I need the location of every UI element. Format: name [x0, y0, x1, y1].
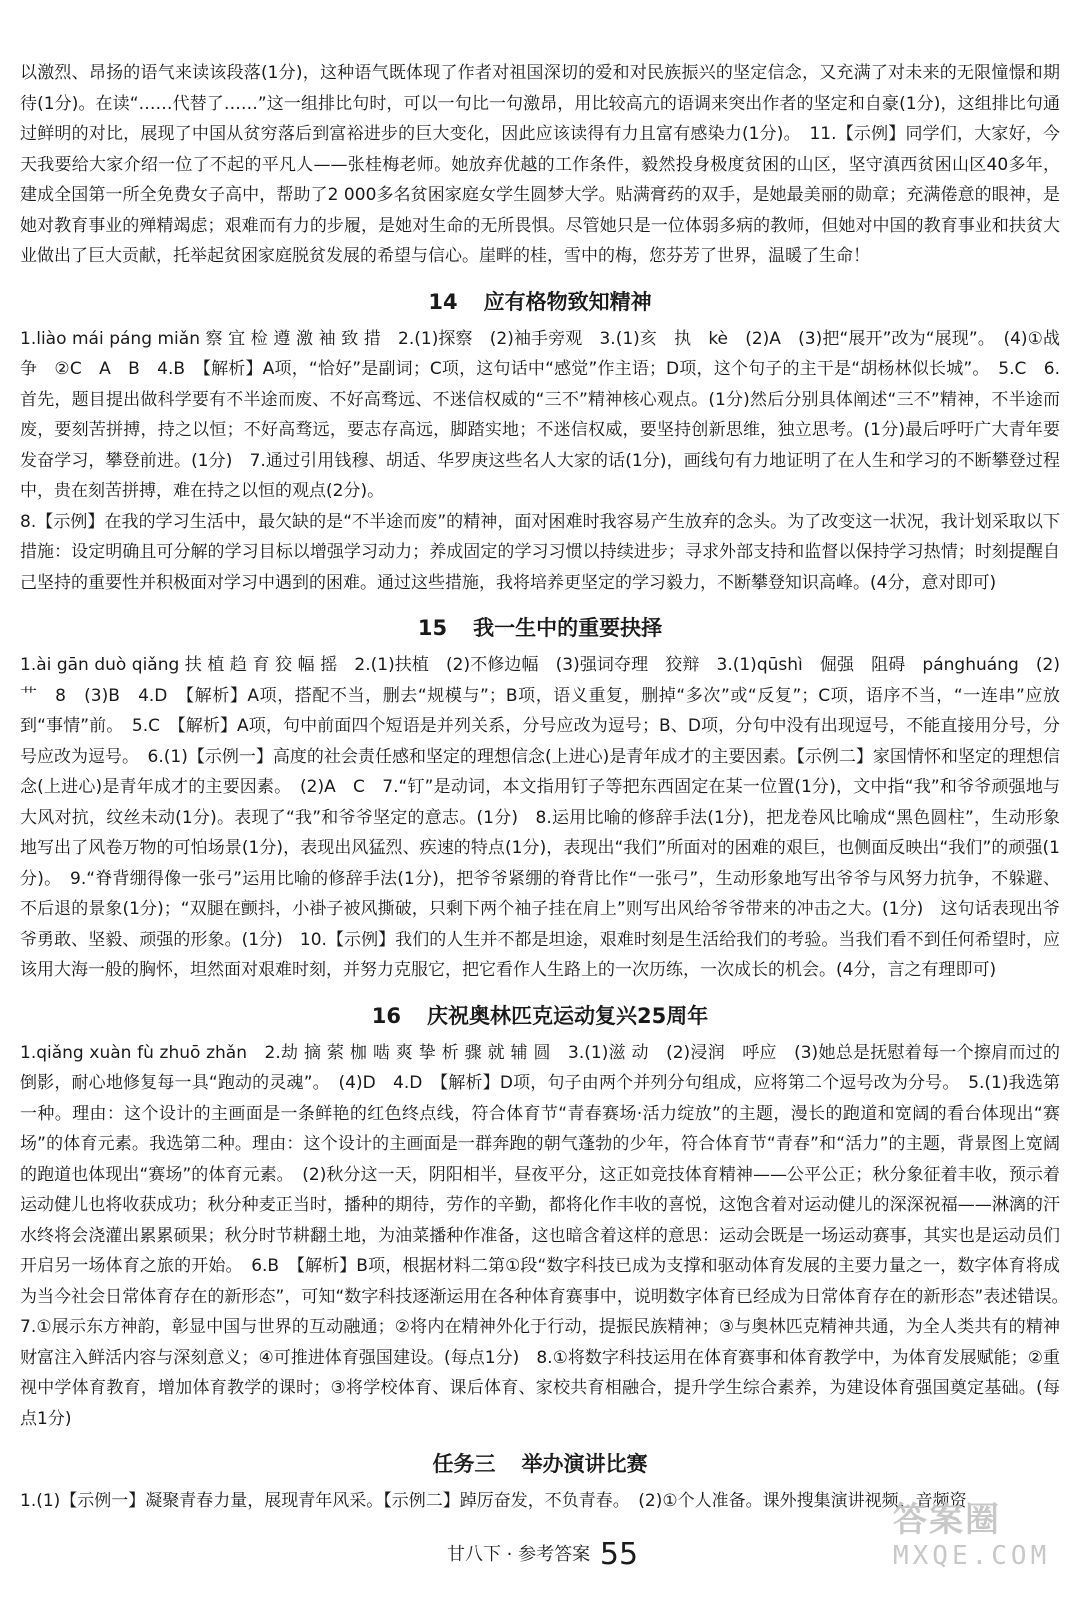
- section-15: [20, 612, 1060, 986]
- section-body: 1.liào mái páng miǎn 察 宜 检 遵 激 袖 致 措 2.(1)探察 (2)袖手旁观 3.(1)亥 执 kè (2)A (3)把“展开”改为“展现”。 (4)①战争 ②C A B 4.B 【解析】A项，“恰好”是副词；C项，这句话中“感觉”作主语；D项，这个句子的主干是“胡杨林似长城”。 5.C 6.首先，题目提出做科学要有不半途而废、不好高骛远、不迷信权威的“三不”精神核心观点。(1分)然后分别具体阐述“三不”精神，不半途而废，要刻苦拼搏，持之以恒；不好高骛远，要志存高远，脚踏实地；不迷信权威，要坚持创新思维，独立思考。(1分)最后呼吁广大青年要发奋学习，攀登前进。(1分) 7.通过引用钱穆、胡适、华罗庚这些名人大家的话(1分)，画线句有力地证明了在人生和学习的不断攀登过程中，贵在刻苦拼搏，难在持之以恒的观点(2分)。 8.【示例】在我的学习生活中，最欠缺的是“不半途而废”的精神，面对困难时我容易产生放弃的念头。为了改变这一状况，我计划采取以下措施：设定明确且可分解的学习目标以增强学习动力；养成固定的学习习惯以持续进步；寻求外部支持和监督以保持学习热情；时刻提醒自己坚持的重要性并积极面对学习中遇到的困难。通过这些措施，我将培养更坚定的学习毅力，不断攀登知识高峰。(4分，意对即可): [20, 328, 1060, 593]
- section-heading: [20, 1000, 1060, 1032]
- section-title: 我一生中的重要抉择: [473, 616, 663, 640]
- section-heading: [20, 286, 1060, 318]
- section-title: 应有格物致知精神: [483, 289, 652, 314]
- section-heading: [20, 612, 1060, 644]
- section-number: 16: [371, 1003, 401, 1028]
- watermark-logo: [893, 1492, 1063, 1572]
- section-heading: [20, 1448, 1060, 1480]
- watermark-domain: MXQE.COM: [893, 1541, 1051, 1571]
- section-body: 1.(1)【示例一】凝聚青春力量，展现青年风采。【示例二】踔厉奋发，不负青春。 (2)①个人准备。课外搜集演讲视频、音频资: [20, 1491, 967, 1511]
- section-body: 1.qiǎng xuàn fù zhuō zhǎn 2.劫 摘 萦 枷 啮 爽 挚 析 骤 就 辅 圆 3.(1)滋 动 (2)浸润 呼应 (3)她总是抚慰着每一个擦肩而过的倒影，耐心地修复每一具“跑动的灵魂”。 (4)D 4.D 【解析】D项，句子由两个并列分句组成，应将第二个逗号改为分号。 5.(1)我选第一种。理由：这个设计的主画面是一条鲜艳的红色终点线，符合体育节“青春赛场·活力绽放”的主题，漫长的跑道和宽阔的看台体现出“赛场”的体育元素。我选第二种。理由：这个设计的主画面是一群奔跑的朝气蓬勃的少年，符合体育节“青春”和“活力”的主题，背景图上宽阔的跑道也体现出“赛场”的体育元素。 (2)秋分这一天，阴阳相半，昼夜平分，这正如竞技体育精神——公平公正；秋分象征着丰收，预示着运动健儿也将收获成功；秋分种麦正当时，播种的期待，劳作的辛勤，都将化作丰收的喜悦，这饱含着对运动健儿的深深祝福——淋漓的汗水终将会浇灌出累累硕果；秋分时节耕翻土地，为油菜播种作准备，这也暗含着这样的意思：运动会既是一场运动赛事，其实也是运动员们开启另一场体育之旅的开始。 6.B 【解析】B项，根据材料二第①段“数字科技已成为支撑和驱动体育发展的主要力量之一，数字体育将成为当今社会日常体育存在的新形态”，可知“数字科技逐渐运用在各种体育赛事中，说明数字体育已经成为日常体育存在的新形态”表述错误。 7.①展示东方神韵，彰显中国与世界的互动融通；②将内在精神外化于行动，提振民族精神；③与奥林匹克精神共通，为全人类共有的精神财富注入鲜活内容与深刻意义；④可推进体育强国建设。(每点1分) 8.①将数字科技运用在体育赛事和体育教学中，为体育发展赋能；②重视中学体育教育，增加体育教学的课时；③将学校体育、课后体育、家校共育相融合，提升学生综合素养，为建设体育强国奠定基础。(每点1分): [20, 1042, 1077, 1429]
- watermark-logo-text: 答案圈: [893, 1500, 1001, 1540]
- page-number: 55: [599, 1537, 639, 1572]
- section-number: 任务三: [432, 1452, 496, 1476]
- footer-label: 甘八下 · 参考答案: [446, 1544, 591, 1565]
- intro-paragraph: 以激烈、昂扬的语气来读该段落(1分)，这种语气既体现了作者对祖国深切的爱和对民族振兴的坚定信念，又充满了对未来的无限憧憬和期待(1分)。在读“……代替了……”这一组排比句时，可以一句比一句激昂，用比较高亢的语调来突出作者的坚定和自豪(1分)，这组排比句通过鲜明的对比，展现了中国从贫穷落后到富裕进步的巨大变化，因此应该读得有力且富有感染力(1分)。 11.【示例】同学们，大家好，今天我要给大家介绍一位了不起的平凡人——张桂梅老师。她放弃优越的工作条件，毅然投身极度贫困的山区，坚守滇西贫困山区40多年，建成全国第一所全免费女子高中，帮助了2 000多名贫困家庭女学生圆梦大学。贴满膏药的双手，是她最美丽的勋章；充满倦意的眼神，是她对教育事业的殚精竭虑；艰难而有力的步履，是她对生命的无所畏惧。尽管她只是一位体弱多病的教师，但她对中国的教育事业和扶贫大业做出了巨大贡献，托举起贫困家庭脱贫发展的希望与信心。崖畔的桂，雪中的梅，您芬芳了世界，温暖了生命！: [20, 63, 1060, 266]
- section-16: [20, 1000, 1077, 1435]
- section-body: 1.ài gān duò qiǎng 扶 植 趋 育 狡 幅 摇 2.(1)扶植 (2)不修边幅 (3)强词夺理 狡辩 3.(1)qūshì 倔强 阻碍 pánghuáng (2)艹 8 (3)B 4.D 【解析】A项，搭配不当，删去“规模与”；B项，语义重复，删掉“多次”或“反复”；C项，语序不当，“一连串”应放到“事情”前。 5.C 【解析】A项，句中前面四个短语是并列关系，分号应改为逗号；B、D项，分句中没有出现逗号，不能直接用分号，分号应改为逗号。 6.(1)【示例一】高度的社会责任感和坚定的理想信念(上进心)是青年成才的主要因素。【示例二】家国情怀和坚定的理想信念(上进心)是青年成才的主要因素。 (2)A C 7.“钉”是动词，本文指用钉子等把东西固定在某一位置(1分)，文中指“我”和爷爷顽强地与大风对抗，纹丝未动(1分)。表现了“我”和爷爷坚定的意志。(1分) 8.运用比喻的修辞手法(1分)，把龙卷风比喻成“黑色圆柱”，生动形象地写出了风卷万物的可怕场景(1分)，表现出风猛烈、疾速的特点(1分)，表现出“我们”所面对的困难的艰巨，也侧面反映出“我们”的顽强(1分)。 9.“脊背绷得像一张弓”运用比喻的修辞手法(1分)，把爷爷紧绷的脊背比作“一张弓”，生动形象地写出爷爷与风努力抗争，不躲避、不后退的景象(1分)；“双腿在颤抖，小褂子被风撕破，只剩下两个袖子挂在肩上”则写出风给爷爷带来的冲击之大。(1分) 这句话表现出爷爷勇敢、坚毅、顽强的形象。(1分) 10.【示例】我们的人生并不都是坦途，艰难时刻是生活给我们的考验。当我们看不到任何希望时，应该用大海一般的胸怀，坦然面对艰难时刻，并努力克服它，把它看作人生路上的一次历练，一次成长的机会。(4分，言之有理即可): [20, 655, 1060, 980]
- answer-page: [20, 58, 1077, 1517]
- section-14: [20, 286, 1060, 599]
- section-number: 14: [428, 289, 458, 314]
- section-number: 15: [417, 616, 448, 640]
- section-title: 庆祝奥林匹克运动复兴25周年: [427, 1003, 709, 1028]
- section-title: 举办演讲比赛: [521, 1452, 648, 1476]
